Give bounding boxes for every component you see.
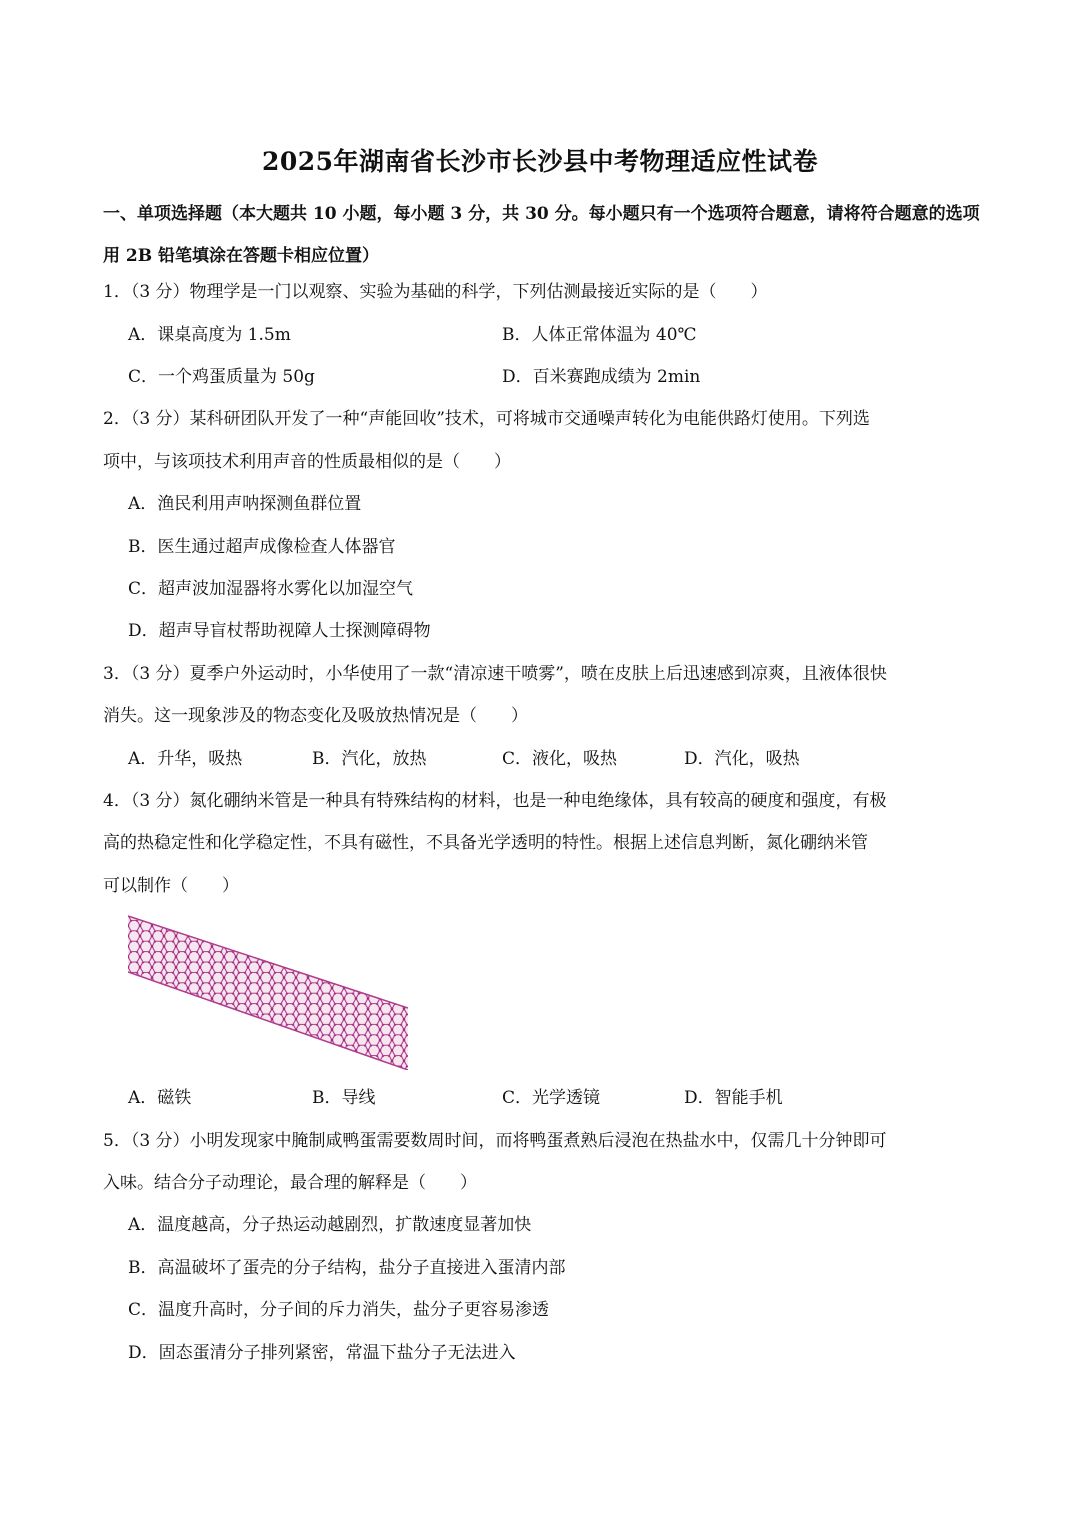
- option-c: C．光学透镜: [502, 1088, 601, 1108]
- question-number: 2．（3 分）: [103, 409, 190, 429]
- question-4-stem-cont: 可以制作（ ）: [103, 876, 239, 896]
- question-number: 5．（3 分）: [103, 1131, 190, 1151]
- option-a: A．升华，吸热: [128, 749, 243, 769]
- option-b: B．汽化，放热: [312, 749, 427, 769]
- question-3-stem-cont: 消失。这一现象涉及的物态变化及吸放热情况是（ ）: [103, 706, 528, 726]
- nanotube-image: [128, 910, 408, 1070]
- question-1-stem: 1．（3 分）物理学是一门以观察、实验为基础的科学，下列估测最接近实际的是（ ）: [103, 282, 768, 302]
- option-d: D．百米赛跑成绩为 2min: [502, 367, 701, 387]
- question-3-stem: 3．（3 分）夏季户外运动时，小华使用了一款“清凉速干喷雾”，喷在皮肤上后迅速感到凉爽，且液体很快: [103, 664, 887, 684]
- option-d: D．超声导盲杖帮助视障人士探测障碍物: [128, 621, 431, 641]
- question-4-stem-cont: 高的热稳定性和化学稳定性，不具有磁性，不具备光学透明的特性。根据上述信息判断，氮化硼纳米管: [103, 833, 868, 853]
- option-a: A．课桌高度为 1.5m: [128, 325, 291, 345]
- option-a: A．磁铁: [128, 1088, 192, 1108]
- option-c: C．温度升高时，分子间的斥力消失，盐分子更容易渗透: [128, 1300, 550, 1320]
- question-2-stem-cont: 项中，与该项技术利用声音的性质最相似的是（ ）: [103, 452, 511, 472]
- option-c: C．超声波加湿器将水雾化以加湿空气: [128, 579, 414, 599]
- option-b: B．人体正常体温为 40℃: [502, 325, 697, 345]
- page-title: 2025年湖南省长沙市长沙县中考物理适应性试卷: [261, 147, 819, 176]
- option-d: D．汽化，吸热: [684, 749, 800, 769]
- section-header: 一、单项选择题（本大题共 10 小题，每小题 3 分，共 30 分。每小题只有一个选项符合题意，请将符合题意的选项用 2B 铅笔填涂在答题卡相应位置）: [103, 204, 980, 266]
- question-number: 4．（3 分）: [103, 791, 190, 811]
- option-b: B．导线: [312, 1088, 376, 1108]
- option-c: C．一个鸡蛋质量为 50g: [128, 367, 315, 387]
- question-4-stem: 4．（3 分）氮化硼纳米管是一种具有特殊结构的材料，也是一种电绝缘体，具有较高的硬度和强度，有极: [103, 791, 887, 811]
- option-d: D．固态蛋清分子排列紧密，常温下盐分子无法进入: [128, 1343, 516, 1363]
- option-c: C．液化，吸热: [502, 749, 618, 769]
- question-number: 3．（3 分）: [103, 664, 190, 684]
- option-b: B．高温破坏了蛋壳的分子结构，盐分子直接进入蛋清内部: [128, 1258, 566, 1278]
- question-number: 1．（3 分）: [103, 282, 190, 302]
- question-5-stem: 5．（3 分）小明发现家中腌制咸鸭蛋需要数周时间，而将鸭蛋煮熟后浸泡在热盐水中，仅需几十分钟即可: [103, 1131, 887, 1151]
- option-a: A．渔民利用声呐探测鱼群位置: [128, 494, 362, 514]
- option-b: B．医生通过超声成像检查人体器官: [128, 537, 396, 557]
- option-a: A．温度越高，分子热运动越剧烈，扩散速度显著加快: [128, 1215, 532, 1235]
- option-d: D．智能手机: [684, 1088, 783, 1108]
- question-5-stem-cont: 入味。结合分子动理论，最合理的解释是（ ）: [103, 1173, 477, 1193]
- question-2-stem: 2．（3 分）某科研团队开发了一种“声能回收”技术，可将城市交通噪声转化为电能供路灯使用。下列选: [103, 409, 870, 429]
